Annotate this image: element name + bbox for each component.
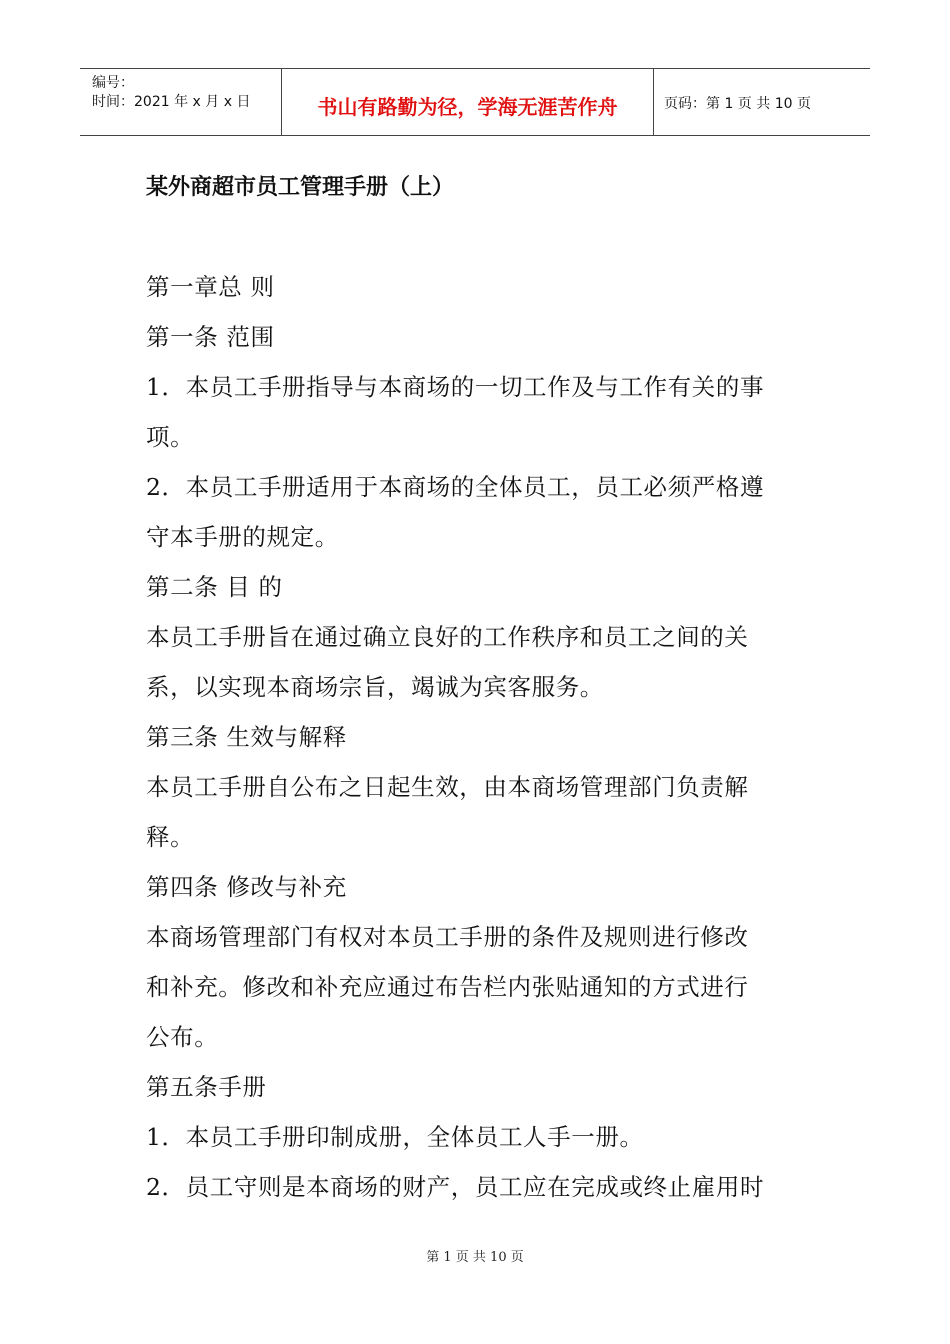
article-heading: 第四条 修改与补充 [146,873,347,901]
body-line: 2．员工守则是本商场的财产，员工应在完成或终止雇用时 [146,1173,765,1201]
article-heading: 第三条 生效与解释 [146,723,347,751]
body-line: 本员工手册旨在通过确立良好的工作秩序和员工之间的关 [146,623,749,651]
body-line: 和补充。修改和补充应通过布告栏内张贴通知的方式进行 [146,973,749,1001]
page-footer: 第 1 页 共 10 页 [426,1250,524,1265]
body-line: 释。 [146,823,195,851]
header-page-number: 页码：第 1 页 共 10 页 [664,96,811,112]
body-line: 本员工手册自公布之日起生效，由本商场管理部门负责解 [146,773,749,801]
header-motto: 书山有路勤为径，学海无涯苦作舟 [317,95,618,119]
chapter-heading: 第一章总 则 [146,273,275,301]
document-date-label: 时间：2021 年 x 月 x 日 [92,94,251,110]
document-title: 某外商超市员工管理手册（上） [146,175,455,200]
body-line: 2．本员工手册适用于本商场的全体员工，员工必须严格遵 [146,473,765,501]
header-motto-cell [281,69,654,135]
page-header [80,68,870,136]
article-heading: 第二条 目 的 [146,573,283,601]
article-heading: 第一条 范围 [146,323,275,351]
body-line: 1．本员工手册印制成册，全体员工人手一册。 [146,1123,644,1151]
document-number-label: 编号： [92,75,134,91]
body-line: 项。 [146,423,195,451]
header-page-cell [654,69,870,135]
body-line: 系，以实现本商场宗旨，竭诚为宾客服务。 [146,673,604,701]
body-line: 公布。 [146,1023,219,1051]
header-info-cell [80,69,281,135]
body-line: 本商场管理部门有权对本员工手册的条件及规则进行修改 [146,923,749,951]
article-heading: 第五条手册 [146,1073,267,1101]
body-line: 1．本员工手册指导与本商场的一切工作及与工作有关的事 [146,373,765,401]
body-line: 守本手册的规定。 [146,523,339,551]
